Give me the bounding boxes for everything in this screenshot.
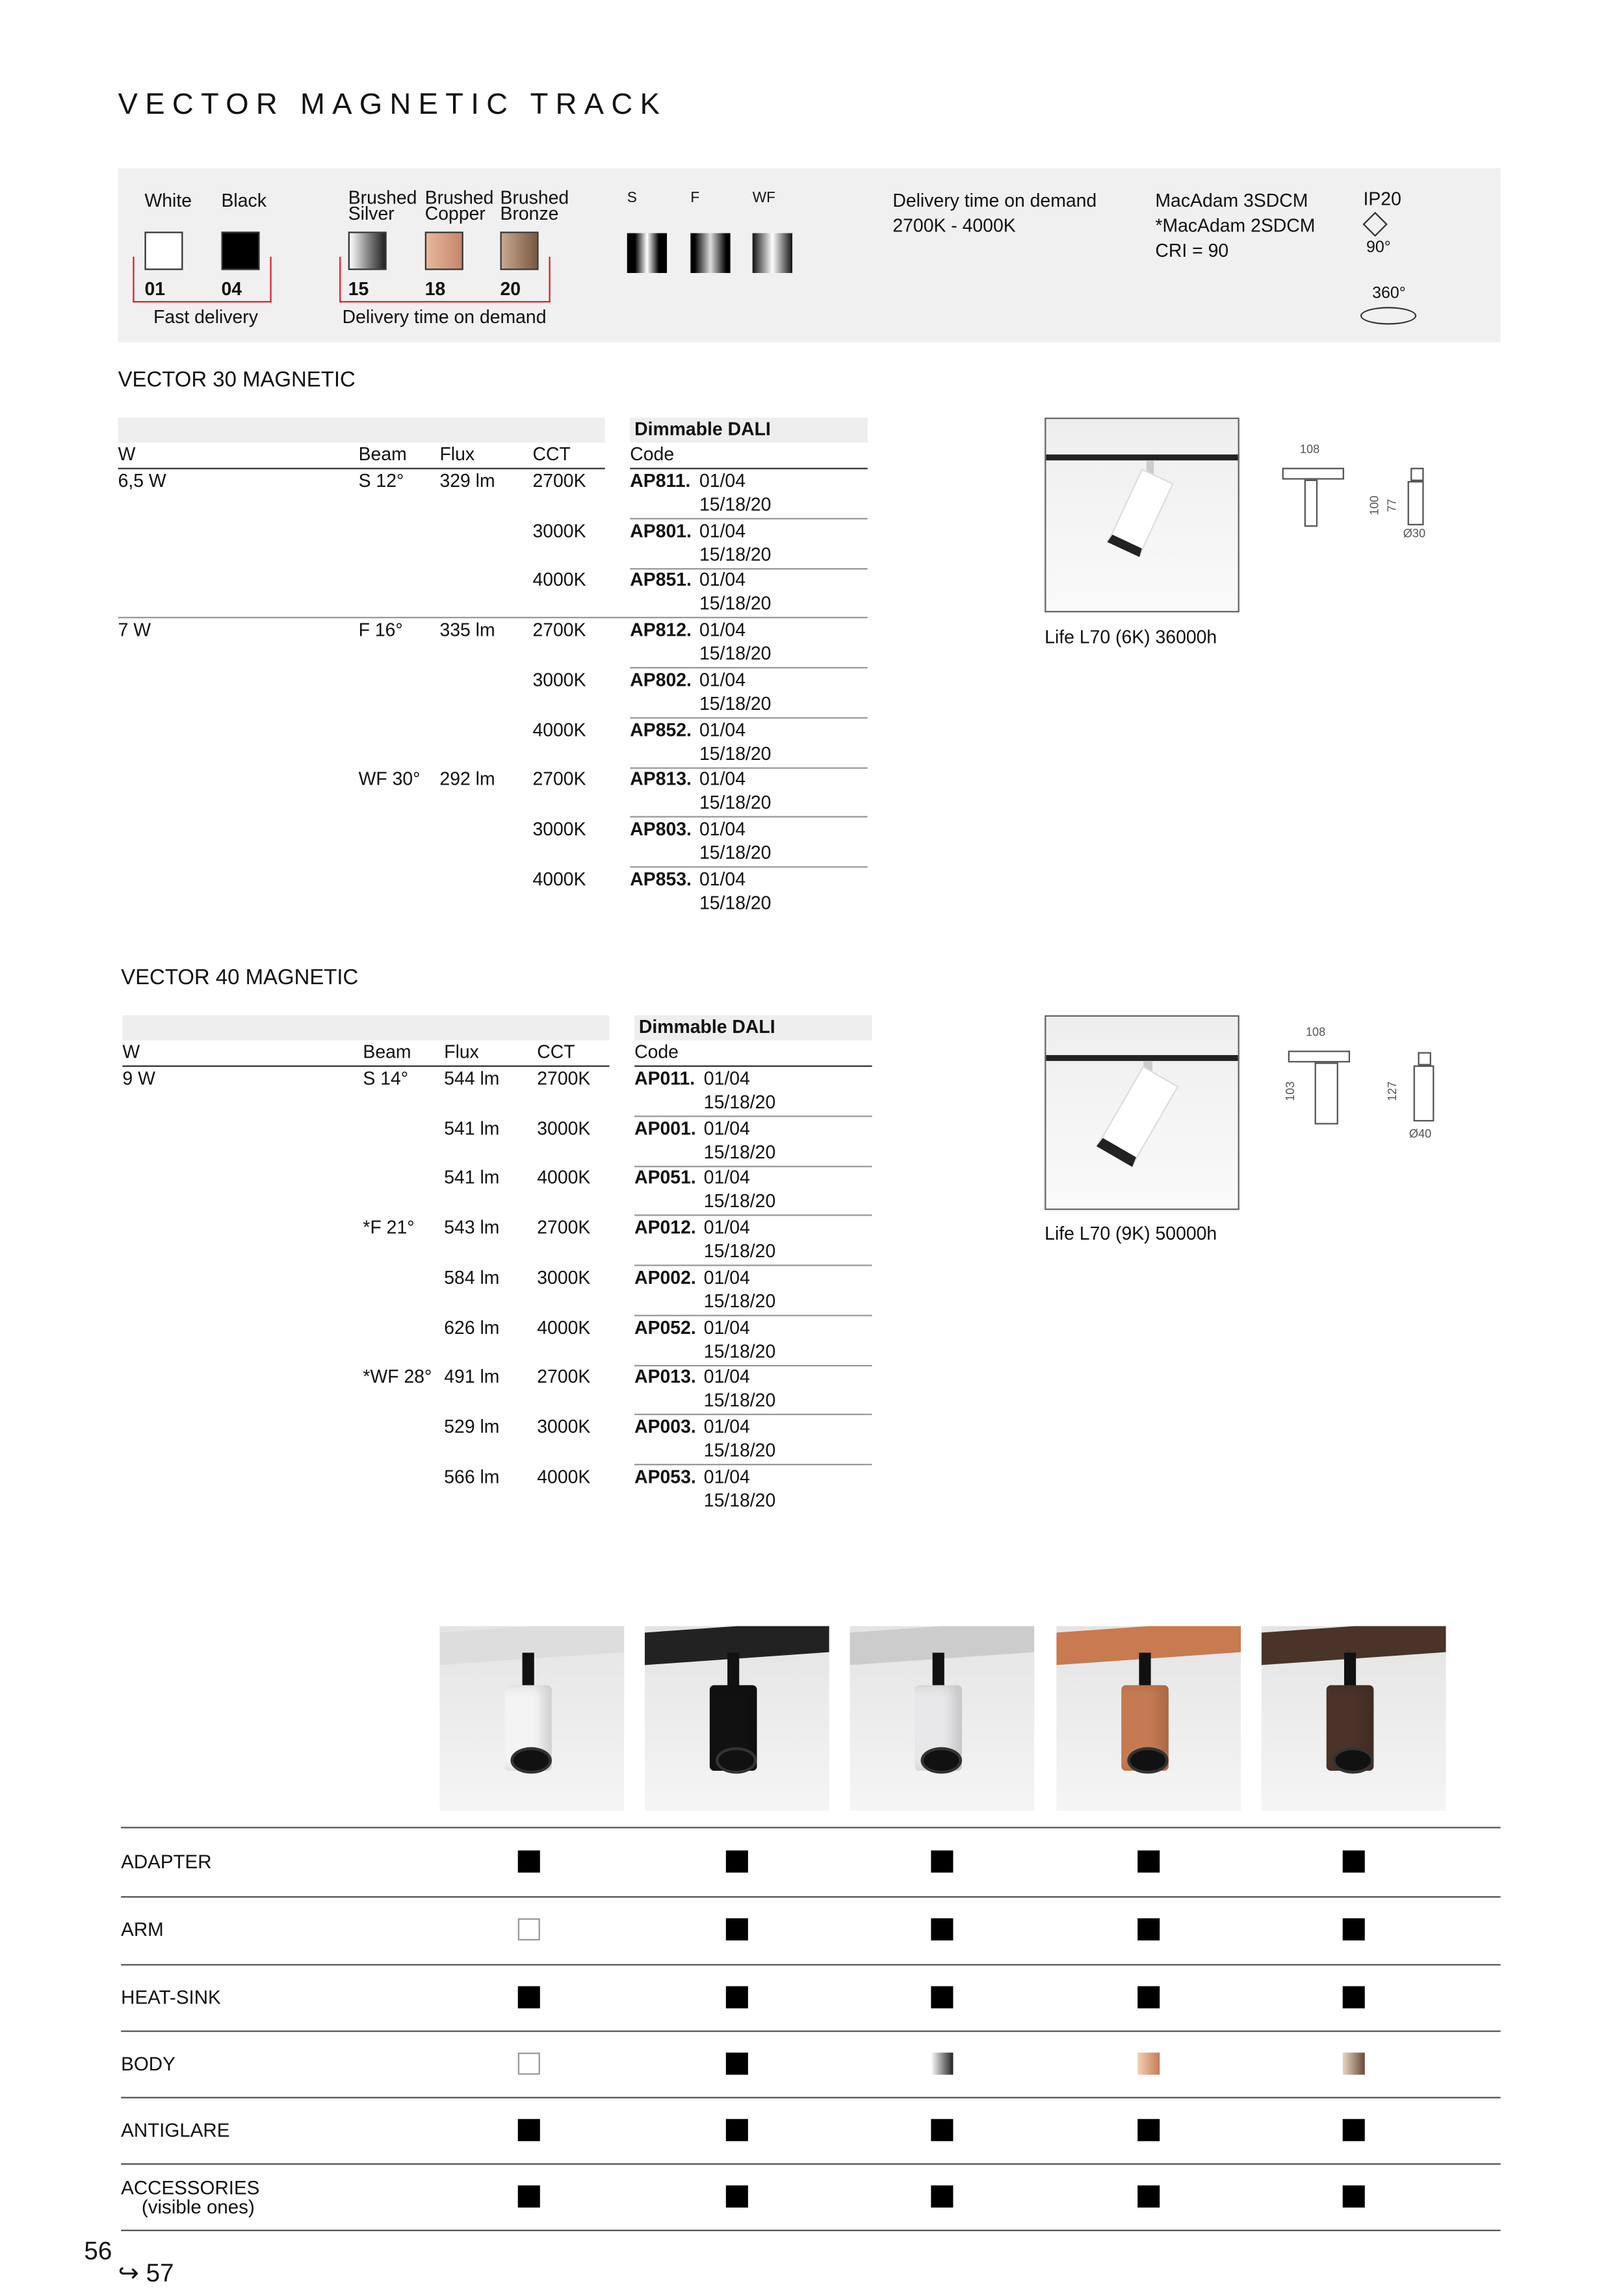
row-flux: 329 lm (439, 471, 495, 491)
dali-label: Dimmable DALI (634, 419, 771, 440)
header-cct: CCT (537, 1041, 575, 1063)
matrix-row-label-antiglare: ANTIGLARE (121, 2118, 230, 2141)
dim-diameter: Ø40 (1409, 1127, 1432, 1141)
lens (510, 1747, 552, 1774)
row-divider (634, 1414, 872, 1415)
delivery-text: Delivery time on demand (892, 190, 1097, 211)
header-flux: Flux (439, 444, 475, 465)
finish-square-black (931, 1918, 953, 1940)
finish-square-white (518, 2052, 540, 2074)
header-band (118, 417, 605, 443)
row-divider (634, 1215, 872, 1216)
macadam: MacAdam 3SDCM (1155, 190, 1308, 211)
life-v30: Life L70 (6K) 36000h (1045, 627, 1217, 648)
row-variant-1: 01/04 (703, 1366, 750, 1388)
row-divider (630, 667, 867, 668)
row-cct: 3000K (532, 670, 586, 690)
rotation-angle: 360° (1372, 285, 1406, 303)
macadam-2: *MacAdam 2SDCM (1155, 215, 1316, 237)
finish-code-20: 20 (500, 279, 521, 300)
header-flux: Flux (444, 1041, 479, 1063)
row-variant-2: 15/18/20 (703, 1390, 776, 1411)
dim-height: 100 (1368, 495, 1382, 515)
header-rule (118, 468, 605, 469)
fast-delivery-label: Fast delivery (153, 307, 258, 328)
row-variant-2: 15/18/20 (699, 643, 772, 664)
finish-square-black (931, 1985, 953, 2007)
next-page-link[interactable] (118, 2259, 174, 2288)
matrix-divider (121, 2230, 1500, 2231)
row-variant-2: 15/18/20 (699, 693, 772, 714)
finish-square-black (726, 2185, 748, 2207)
row-flux: 544 lm (444, 1068, 500, 1089)
matrix-row-label-heat-sink: HEAT-SINK (121, 1985, 221, 2008)
row-code: AP853. (630, 868, 692, 889)
page-title: VECTOR MAGNETIC TRACK (118, 88, 668, 122)
product-photo-bronze (1262, 1626, 1446, 1811)
row-variant-2: 15/18/20 (699, 742, 772, 764)
finish-square-black (518, 2185, 540, 2207)
row-cct: 4000K (532, 719, 586, 740)
row-divider (630, 518, 867, 519)
finish-square-black (726, 2052, 748, 2074)
finish-square-black (1137, 1985, 1160, 2007)
row-cct: 3000K (532, 520, 586, 541)
row-code: AP011. (634, 1068, 695, 1089)
finish-options-panel (118, 168, 1501, 343)
row-divider (630, 717, 867, 718)
finish-code-01: 01 (144, 279, 166, 300)
row-variant-1: 01/04 (699, 670, 746, 690)
dim-body: 127 (1385, 1081, 1399, 1101)
row-flux: 529 lm (444, 1416, 500, 1437)
row-cct: 2700K (532, 769, 586, 790)
header-code: Code (630, 444, 675, 465)
cri: CRI = 90 (1155, 241, 1229, 261)
row-beam: F 16° (358, 620, 403, 641)
finish-square-copper (1137, 2052, 1160, 2074)
row-divider (634, 1464, 872, 1465)
row-variant-1: 01/04 (703, 1466, 750, 1487)
finish-code-04: 04 (221, 279, 242, 300)
product-photo-copper (1056, 1626, 1241, 1811)
finish-square-black (1343, 2119, 1365, 2141)
row-divider (634, 1364, 872, 1366)
row-variant-1: 01/04 (699, 620, 746, 641)
finish-label-silver: Brushed Silver (348, 187, 417, 225)
matrix-row-label-adapter: ADAPTER (121, 1849, 212, 1872)
matrix-divider (121, 1964, 1500, 1965)
row-divider (630, 766, 867, 768)
row-flux: 541 lm (444, 1168, 500, 1189)
finish-square-black (1343, 1918, 1365, 1940)
row-cct: 4000K (532, 868, 586, 889)
section-title-v30: VECTOR 30 MAGNETIC (118, 369, 356, 393)
row-variant-2: 15/18/20 (703, 1489, 776, 1511)
row-variant-1: 01/04 (703, 1416, 750, 1437)
row-divider (634, 1314, 872, 1316)
finish-square-black (1343, 2185, 1365, 2207)
row-variant-1: 01/04 (703, 1267, 750, 1288)
page-number: 56 (84, 2237, 112, 2265)
class-ii-icon (1362, 212, 1388, 237)
finish-square-black (518, 1985, 540, 2007)
row-variant-1: 01/04 (699, 818, 746, 840)
finish-square-black (726, 2119, 748, 2141)
row-divider (634, 1115, 872, 1117)
row-cct: 4000K (537, 1168, 591, 1189)
dim-height: 103 (1284, 1081, 1297, 1101)
row-beam: S 14° (363, 1068, 409, 1089)
row-code: AP051. (634, 1168, 696, 1189)
matrix-divider (121, 1896, 1500, 1898)
row-variant-2: 15/18/20 (703, 1141, 776, 1163)
row-flux: 584 lm (444, 1267, 500, 1288)
row-variant-2: 15/18/20 (703, 1091, 776, 1113)
header-w: W (122, 1041, 140, 1063)
next-page-number: 57 (146, 2259, 174, 2288)
row-code: AP812. (630, 620, 692, 641)
row-variant-1: 01/04 (703, 1117, 750, 1139)
finish-square-white (518, 1918, 540, 1940)
row-variant-1: 01/04 (703, 1217, 750, 1238)
matrix-row-label-accessories: ACCESSORIES (121, 2176, 260, 2198)
row-wattage: 9 W (122, 1068, 155, 1089)
finish-square-bronze (1343, 2052, 1365, 2074)
row-flux: 292 lm (439, 769, 495, 790)
row-variant-1: 01/04 (699, 719, 746, 740)
row-variant-1: 01/04 (699, 868, 746, 889)
finish-square-black (1137, 2119, 1160, 2141)
dali-label: Dimmable DALI (638, 1017, 775, 1037)
finish-square-black (726, 1985, 748, 2007)
row-code: AP852. (630, 719, 692, 740)
row-beam: WF 30° (358, 769, 421, 790)
row-cct: 4000K (532, 570, 586, 591)
row-cct: 3000K (537, 1267, 591, 1288)
row-code: AP801. (630, 520, 692, 541)
row-code: AP001. (634, 1117, 696, 1139)
product-photo-silver (850, 1626, 1035, 1811)
row-variant-2: 15/18/20 (703, 1340, 776, 1362)
row-divider (118, 618, 868, 619)
arrow-icon: ↪ (118, 2259, 146, 2288)
row-code: AP013. (634, 1366, 696, 1388)
ip-rating: IP20 (1363, 189, 1401, 210)
row-variant-2: 15/18/20 (699, 594, 772, 615)
row-divider (634, 1265, 872, 1266)
row-cct: 3000K (537, 1117, 591, 1139)
row-beam: S 12° (358, 471, 404, 491)
row-divider (630, 567, 867, 569)
row-divider (630, 866, 867, 867)
finish-code-18: 18 (424, 279, 446, 300)
row-code: AP803. (630, 818, 692, 840)
dim-width: 108 (1305, 1025, 1326, 1039)
dimension-drawing-v40 (1282, 1026, 1437, 1144)
matrix-row-sublabel: (visible ones) (141, 2195, 255, 2217)
finish-square-black (1137, 1849, 1160, 1872)
product-image-v30 (1045, 417, 1240, 612)
row-cct: 2700K (537, 1217, 591, 1238)
product-photo-black (645, 1626, 829, 1811)
row-variant-2: 15/18/20 (703, 1440, 776, 1461)
optic-label-s: S (627, 190, 637, 207)
optic-wf-icon (753, 233, 792, 273)
finish-label-black: Black (221, 190, 266, 211)
lens (920, 1747, 962, 1774)
finish-code-15: 15 (348, 279, 369, 300)
row-flux: 566 lm (444, 1466, 500, 1487)
row-code: AP053. (634, 1466, 696, 1487)
row-code: AP851. (630, 570, 692, 591)
row-beam: *WF 28° (363, 1366, 432, 1388)
header-rule (630, 468, 867, 469)
row-code: AP811. (630, 471, 691, 491)
row-code: AP002. (634, 1267, 696, 1288)
header-rule (122, 1065, 609, 1067)
matrix-divider (121, 1827, 1500, 1828)
row-code: AP813. (630, 769, 692, 790)
life-v40: Life L70 (9K) 50000h (1045, 1223, 1217, 1244)
row-cct: 2700K (537, 1068, 591, 1089)
on-demand-label: Delivery time on demand (342, 307, 547, 328)
row-variant-2: 15/18/20 (699, 792, 772, 814)
row-flux: 543 lm (444, 1217, 500, 1238)
row-code: AP052. (634, 1316, 696, 1338)
row-variant-2: 15/18/20 (699, 543, 772, 565)
dimension-drawing-v30 (1282, 443, 1426, 546)
lens (1127, 1747, 1169, 1774)
finish-square-black (1137, 2185, 1160, 2207)
finish-square-black (518, 1849, 540, 1872)
finish-square-black (726, 1918, 748, 1940)
row-beam: *F 21° (363, 1217, 415, 1238)
optic-label-wf: WF (752, 190, 775, 207)
finish-square-black (931, 2119, 953, 2141)
lens (716, 1747, 757, 1774)
row-code: AP003. (634, 1416, 696, 1437)
row-flux: 541 lm (444, 1117, 500, 1139)
matrix-divider (121, 2031, 1500, 2032)
row-variant-1: 01/04 (699, 769, 746, 790)
matrix-row-label-arm: ARM (121, 1918, 164, 1941)
row-code: AP012. (634, 1217, 696, 1238)
matrix-divider (121, 2097, 1500, 2098)
row-cct: 2700K (537, 1366, 591, 1388)
row-flux: 335 lm (439, 620, 495, 641)
row-variant-2: 15/18/20 (699, 842, 772, 863)
optic-f-icon (690, 233, 730, 273)
row-code: AP802. (630, 670, 692, 690)
row-wattage: 6,5 W (118, 471, 166, 491)
matrix-row-label-body: BODY (121, 2052, 175, 2074)
finish-label-bronze: Brushed Bronze (500, 187, 569, 225)
row-cct: 3000K (537, 1416, 591, 1437)
header-cct: CCT (532, 444, 571, 465)
row-variant-2: 15/18/20 (703, 1241, 776, 1262)
header-band (122, 1015, 609, 1041)
row-variant-1: 01/04 (699, 520, 746, 541)
row-variant-2: 15/18/20 (703, 1191, 776, 1212)
finish-square-black (1137, 1918, 1160, 1940)
dim-body: 77 (1385, 499, 1399, 512)
finish-square-black (931, 2185, 953, 2207)
finish-square-black (931, 1849, 953, 1872)
product-image-v40 (1045, 1015, 1240, 1210)
header-beam: Beam (363, 1041, 411, 1063)
row-wattage: 7 W (118, 620, 151, 641)
row-variant-1: 01/04 (703, 1316, 750, 1338)
rotation-icon (1360, 307, 1416, 324)
dim-diameter: Ø30 (1403, 527, 1426, 540)
row-variant-1: 01/04 (703, 1168, 750, 1189)
row-cct: 2700K (532, 620, 586, 641)
tilt-angle: 90° (1366, 239, 1391, 257)
header-code: Code (634, 1041, 679, 1063)
header-w: W (118, 444, 136, 465)
header-beam: Beam (358, 444, 407, 465)
row-variant-1: 01/04 (699, 471, 746, 491)
finish-square-black (1343, 1985, 1365, 2007)
cct-range: 2700K - 4000K (892, 215, 1016, 237)
finish-label-white: White (144, 190, 192, 211)
row-cct: 3000K (532, 818, 586, 840)
section-title-v40: VECTOR 40 MAGNETIC (121, 966, 359, 991)
row-flux: 626 lm (444, 1316, 500, 1338)
row-flux: 491 lm (444, 1366, 500, 1388)
row-variant-2: 15/18/20 (699, 892, 772, 913)
row-variant-1: 01/04 (703, 1068, 750, 1089)
row-variant-2: 15/18/20 (699, 494, 772, 515)
row-cct: 4000K (537, 1466, 591, 1487)
matrix-divider (121, 2163, 1500, 2165)
product-photo-white (439, 1626, 624, 1811)
row-variant-1: 01/04 (699, 570, 746, 591)
finish-square-black (726, 1849, 748, 1872)
row-cct: 4000K (537, 1316, 591, 1338)
header-rule (634, 1065, 872, 1067)
row-divider (630, 816, 867, 818)
finish-square-black (1343, 1849, 1365, 1872)
finish-label-copper: Brushed Copper (424, 187, 494, 225)
finish-square-silver (931, 2052, 953, 2074)
dim-width: 108 (1299, 443, 1320, 456)
row-divider (634, 1166, 872, 1167)
row-cct: 2700K (532, 471, 586, 491)
lens (1332, 1747, 1374, 1774)
optic-label-f: F (690, 190, 700, 207)
row-variant-2: 15/18/20 (703, 1290, 776, 1312)
optic-s-icon (627, 233, 667, 273)
finish-square-black (518, 2119, 540, 2141)
